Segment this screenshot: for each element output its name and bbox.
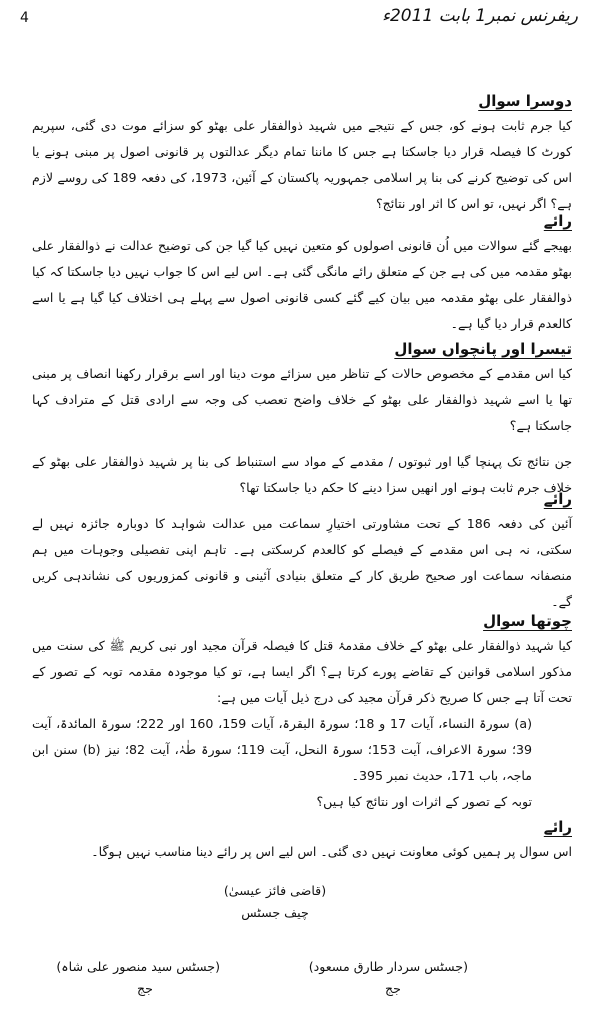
signatory-name: (جسٹس سید منصور علی شاہ) xyxy=(56,959,220,974)
signatory-title: جج xyxy=(137,981,153,996)
question-three-five-opinion-section xyxy=(32,490,572,615)
question-two-opinion-section xyxy=(32,212,572,337)
signatory-name: (قاضی فائز عیسیٰ) xyxy=(223,883,327,898)
document-header: ریفرنس نمبر1 بابت 2011ء xyxy=(381,6,578,26)
question-three-five-text: کیا اس مقدمے کے مخصوص حالات کے تناظر میں سزائے موت دینا اور اسے برقرار رکھنا انصاف پر مبنی تھا یا اسے شہید ذوالفقار علی بھٹو کے خلاف واضح تعصب کی وجہ سے ارادی قتل کے مترادف کہا جاسکتا ہے؟ xyxy=(32,366,572,433)
opinion-heading: رائے xyxy=(543,818,572,836)
question-two-heading: دوسرا سوال xyxy=(478,92,572,110)
question-four-heading: چوتھا سوال xyxy=(483,612,572,630)
signatory-title: جج xyxy=(385,981,401,996)
signatory-title: چیف جسٹس xyxy=(241,905,309,920)
opinion-text: اس سوال پر ہمیں کوئی معاونت نہیں دی گئی۔ اس لیے اس پر رائے دینا مناسب نہیں ہوگا۔ xyxy=(91,844,572,859)
question-three-five-heading: تیسرا اور پانچواں سوال xyxy=(394,340,572,358)
question-two-text: کیا جرم ثابت ہونے کو، جس کے نتیجے میں شہید ذوالفقار علی بھٹو کو سزائے موت دی گئی، سپریم کورٹ کا فیصلہ قرار دیا جاسکتا ہے جس کا ماننا تمام دیگر عدالتوں پر قانونی اصول پر مبنی ہونے یا اس کی توضیح کرنے کی بنا پر اسلامی جمہوریہ پاکستان کے آئین، 1973، کی دفعہ 189 کی روسے لازم ہے؟ اگر نہیں، تو اس کا اثر اور نتائج؟ xyxy=(32,118,572,211)
question-three-five-section xyxy=(32,340,572,501)
question-four-section xyxy=(32,612,572,815)
question-four-text: کیا شہید ذوالفقار علی بھٹو کے خلاف مقدمۂ قتل کا فیصلہ قرآن مجید اور نبی کریم ﷺ کی سنت میں مذکور اسلامی قوانین کے تقاضے پورے کرتا ہے؟ اگر ایسا ہے، تو کیا موجودہ مقدمہ توبہ کے تصور کے تحت آتا ہے جس کا صریح ذکر قرآن مجید کی درج ذیل آیات میں ہے: xyxy=(32,638,572,705)
quran-references: (a) سورۃ النساء، آیات 17 و 18؛ سورۃ البقرۃ، آیات 159، 160 اور 222؛ سورۃ المائدۃ، آیت 39؛ سورۃ الاعراف، آیت 153؛ سورۃ النحل، آیت 119؛ سورۃ طٰہٰ، آیت 82؛ نیز (b) سنن ابن ماجہ، باب 171، حدیث نمبر 395۔ xyxy=(32,716,532,783)
judge-right-signature xyxy=(308,956,468,1000)
question-four-followup: توبہ کے تصور کے اثرات اور نتائج کیا ہیں؟ xyxy=(316,794,532,809)
question-four-opinion-section xyxy=(32,818,572,865)
opinion-heading: رائے xyxy=(543,490,572,508)
question-two-section xyxy=(32,92,572,217)
page-number: 4 xyxy=(20,10,29,26)
opinion-heading: رائے xyxy=(543,212,572,230)
opinion-text: بھیجے گئے سوالات میں اُن قانونی اصولوں کو متعین نہیں کیا گیا جن کی توضیح عدالت نے ذوالفقار علی بھٹو مقدمہ میں کی ہے جن کے متعلق رائے مانگی گئی ہے۔ اس لیے اس کا جواب نہیں دیا جاسکتا کہ کیا ذوالفقار علی بھٹو مقدمہ میں بیان کیے گئے کسی قانونی اصول سے پہلے ہی اختلاف کیا گیا ہے یا اسے کالعدم قرار دیا گیا ہے۔ xyxy=(32,238,572,331)
question-three-five-text-2: جن نتائج تک پہنچا گیا اور ثبوتوں / مقدمے کے مواد سے استنباط کی بنا پر شہید ذوالفقار علی بھٹو کے خلاف جرم ثابت ہونے اور انھیں سزا دینے کا حکم دیا جاسکتا تھا؟ xyxy=(32,454,572,495)
opinion-text: آئین کی دفعہ 186 کے تحت مشاورتی اختیارِ سماعت میں عدالت شواہد کا دوبارہ جائزہ نہیں لے سکتی، نہ ہی اس مقدمے کے فیصلے کو کالعدم کرسکتی ہے۔ تاہم اپنی تفصیلی وجوہات میں ہم منصفانہ سماعت اور صحیح طریق کار کے متعلق بنیادی آئینی و قانونی کمزوریوں کی نشاندہی کریں گے۔ xyxy=(32,516,572,609)
chief-justice-signature xyxy=(215,880,335,924)
judge-left-signature xyxy=(56,956,220,1000)
signatory-name: (جسٹس سردار طارق مسعود) xyxy=(308,959,468,974)
